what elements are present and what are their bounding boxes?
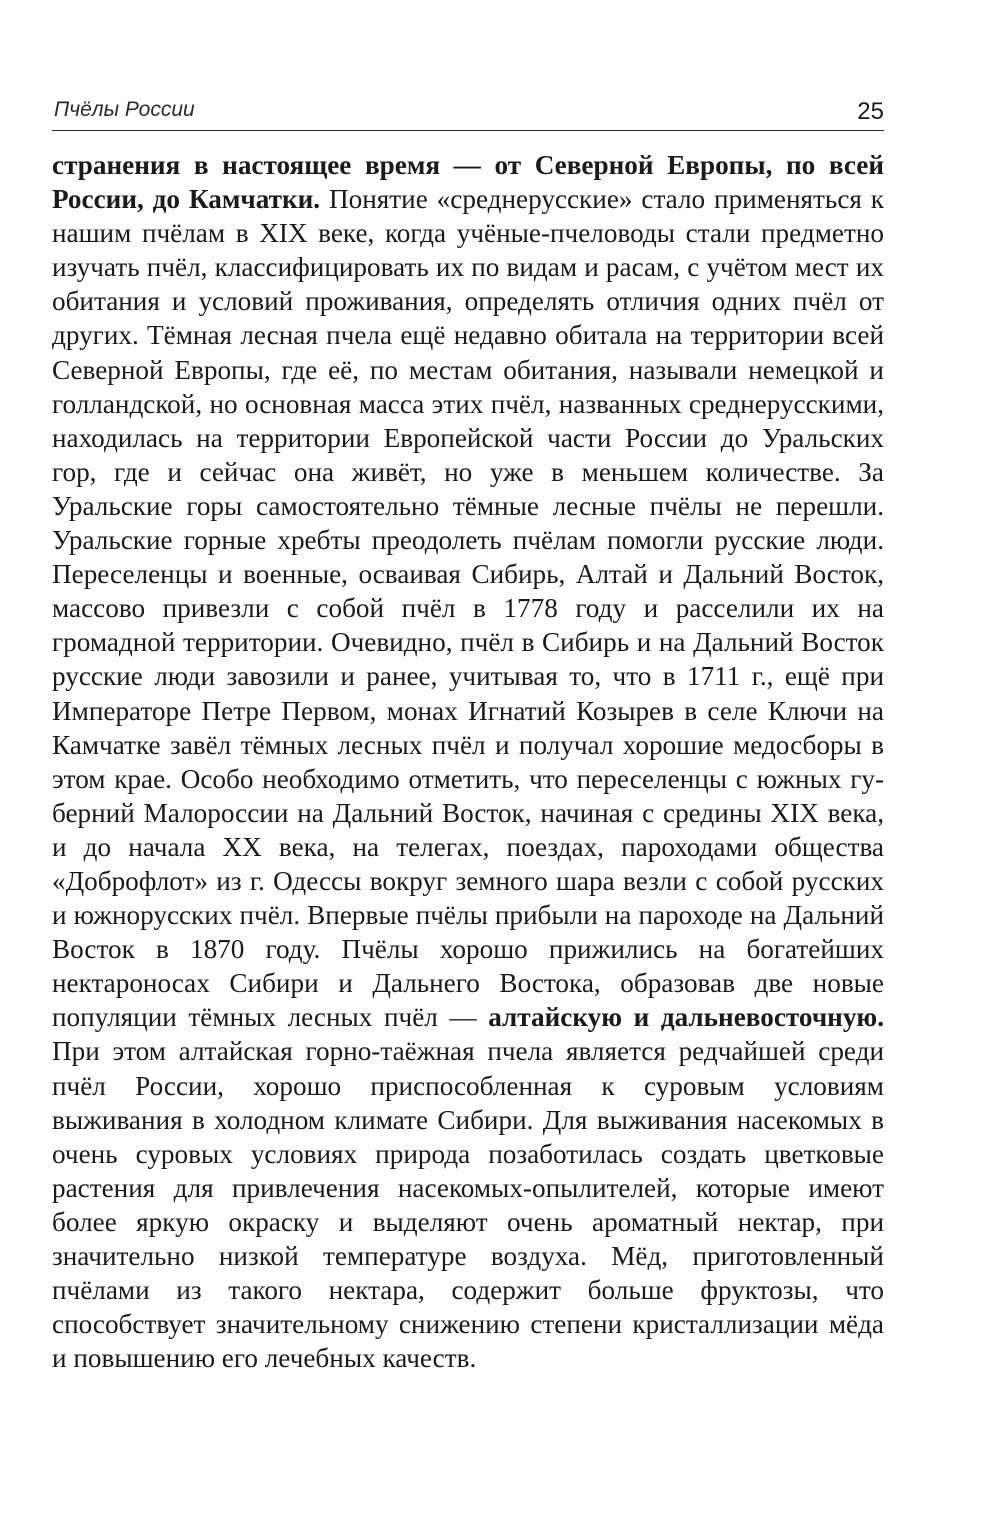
text-segment-closing: При этом алтайская горно-таёжная пчела является редчайшей среди пчёл России, хорошо приспособленная к суровым условиям выживания в холодном климате Сибири. Для выживания насекомых в очень суровых условиях природа позаботилась создать цветковые растения для привлечения насекомых-опылителей, которые имеют более яркую окраску и выделяют очень ароматный нектар, при значительно низкой температуре воздуха. Мёд, приготовленный пчёлами из такого нектара, содержит больше фруктозы, что способствует значительному снижению степени кристаллизации мёда и повышению его лечебных качеств. xyxy=(52,1036,884,1374)
bold-phrase-distribution: странения в настоящее время — от Северной Европы, по всей России, до Камчатки. xyxy=(52,150,884,215)
page-header xyxy=(52,96,884,131)
page-number: 25 xyxy=(857,98,884,125)
body-paragraph xyxy=(52,148,884,1375)
text-segment-main: Понятие «среднерусские» стало применяться к нашим пчёлам в XIX веке, когда учёные-пчеловоды стали предметно изучать пчёл, классифицировать их по видам и расам, с учётом мест их обитания и условий проживания, определять отличия одних пчёл от других. Тёмная лесная пчела ещё недавно обитала на территории всей Северной Европы, где её, по местам обитания, называли немецкой и голландской, но основная масса этих пчёл, названных среднерусскими, находилась на территории Европейской части России до Уральских гор, где и сейчас она живёт, но уже в меньшем количестве. За Уральские горы самостоятельно тёмные лесные пчёлы не перешли. Уральские горные хребты преодолеть пчёлам помогли русские люди. Переселенцы и военные, осваивая Сибирь, Алтай и Дальний Восток, массово привезли с собой пчёл в 1778 году и расселили их на громадной территории. Очевидно, пчёл в Сибирь и на Дальний Восток русские люди завозили и ранее, учитывая то, что в 1711 г., ещё при Императоре Петре Первом, монах Игнатий Козырев в селе Ключи на Камчатке завёл тёмных лесных пчёл и получал хорошие медосборы в этом крае. Особо необходимо отметить, что переселенцы с южных губерний Малороссии на Дальний Восток, начиная с средины XIX века, и до начала XX века, на телегах, поездах, пароходами общества «Доброфлот» из г. Одессы вокруг земного шара везли с собой русских и южнорусских пчёл. Впервые пчёлы прибыли на пароходе на Дальний Восток в 1870 году. Пчёлы хорошо прижились на богатейших нектароносах Сибири и Дальнего Востока, образовав две новые популяции тёмных лесных пчёл — xyxy=(52,184,884,1033)
running-head: Пчёлы России xyxy=(54,98,195,121)
bold-phrase-populations: алтайскую и дальневосточную. xyxy=(488,1002,884,1033)
